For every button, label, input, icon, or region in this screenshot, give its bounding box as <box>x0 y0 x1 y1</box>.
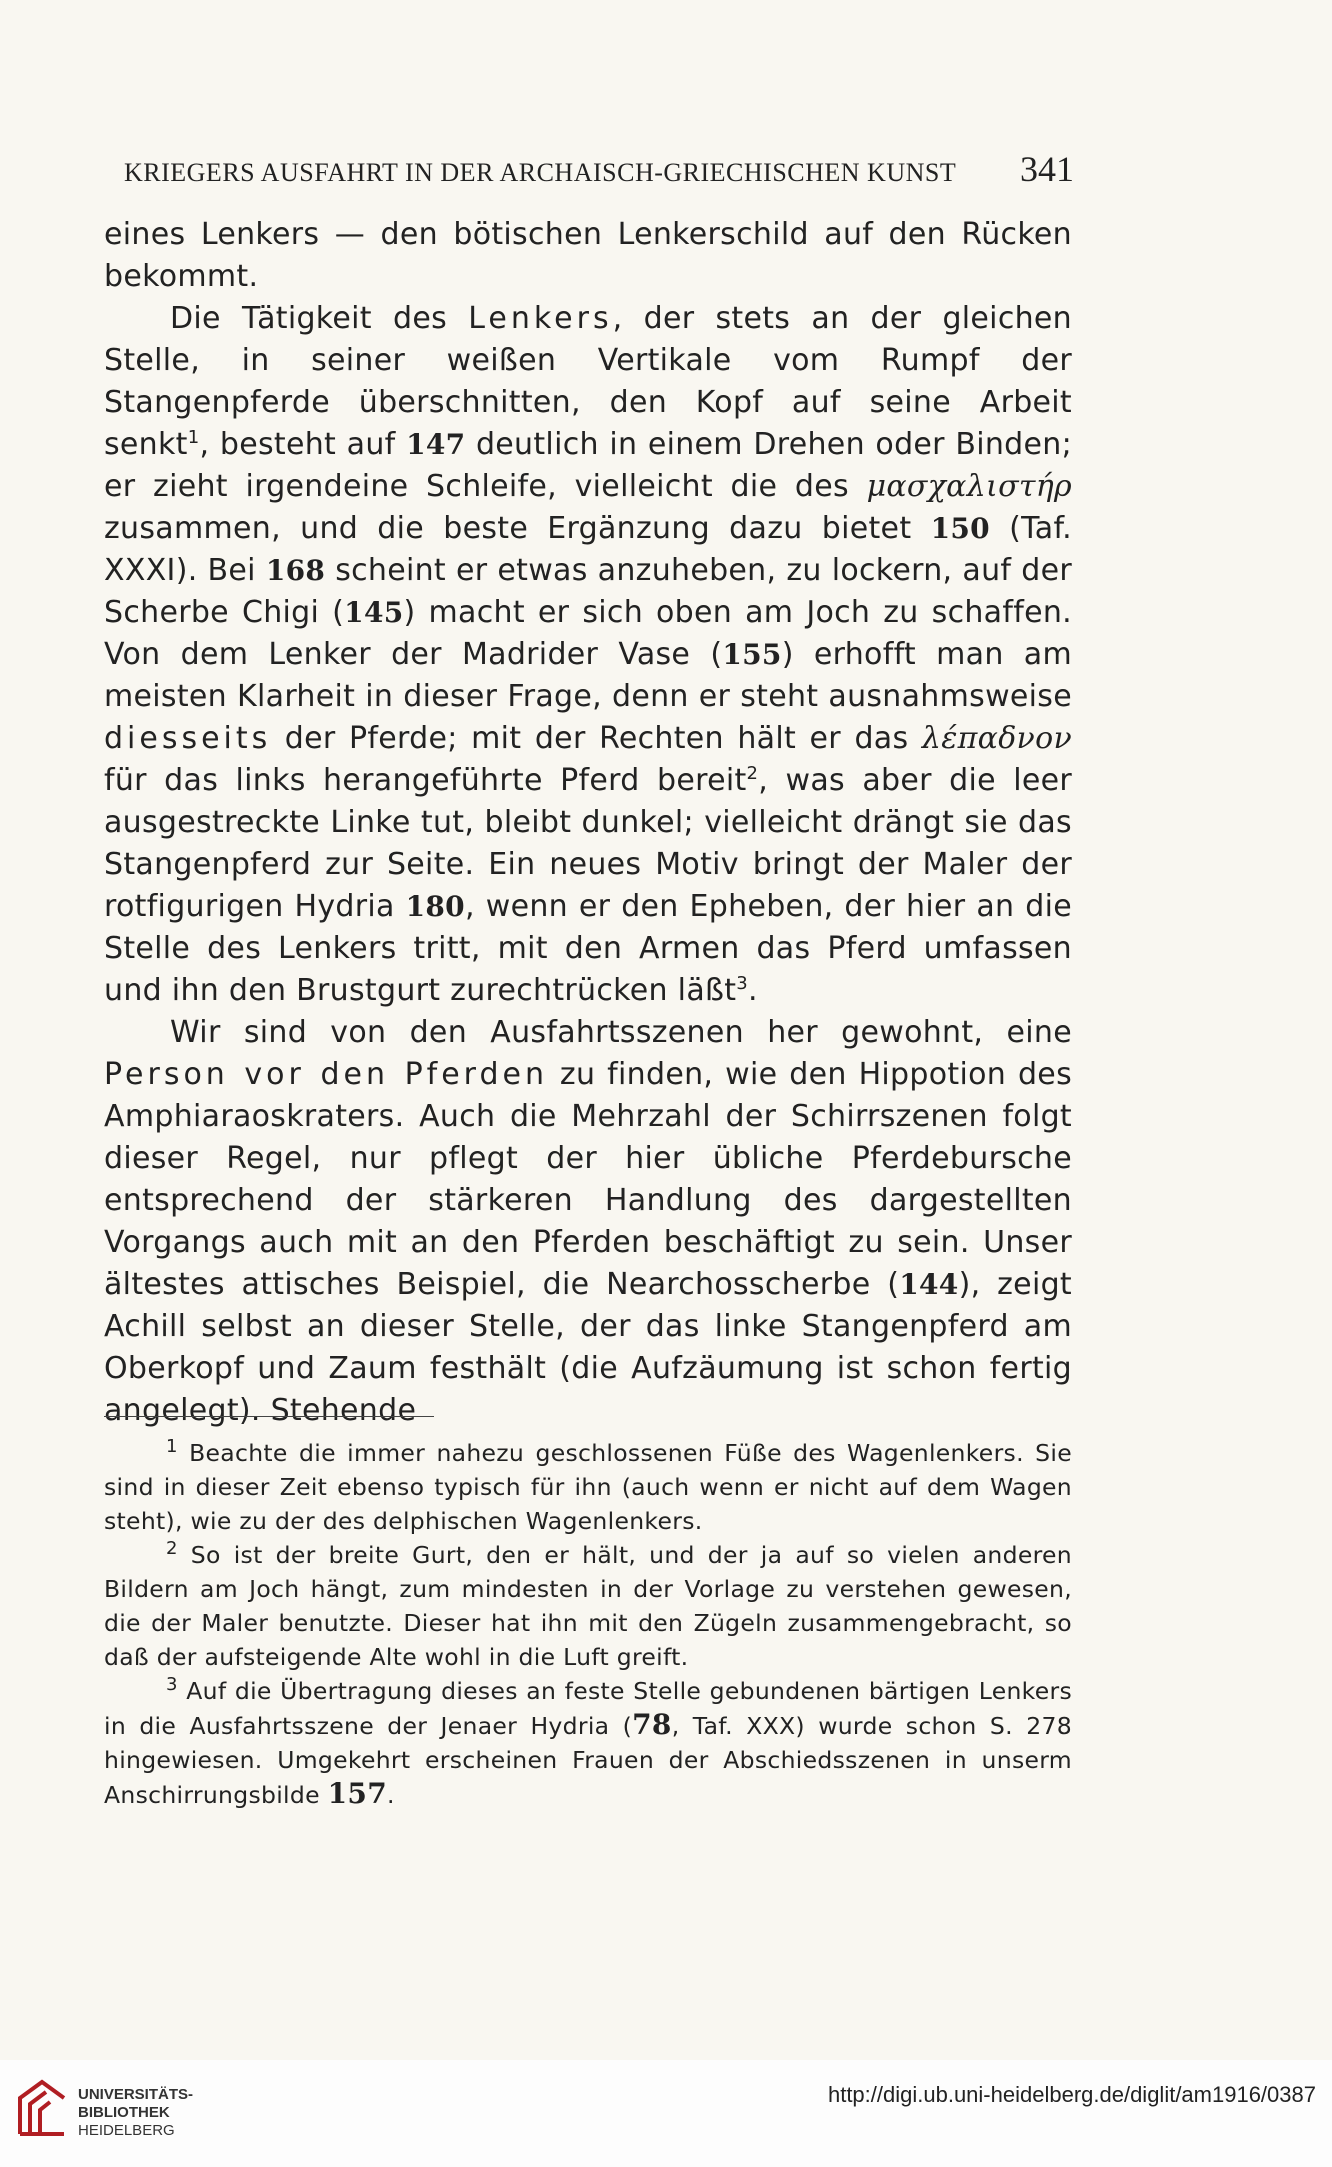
text-run: zusammen, und die beste Ergänzung dazu bietet <box>104 511 931 546</box>
figure-number: 150 <box>930 512 990 545</box>
footnote-3 <box>104 1674 1072 1812</box>
footnotes <box>104 1436 1072 1812</box>
text-run: ) macht er sich oben am Joch zu schaffen. Von dem Lenker der Madrider Vase ( <box>104 595 1072 672</box>
footnote-2 <box>104 1538 1072 1674</box>
paragraph-1: eines Lenkers — den bötischen Lenkerschild auf den Rücken bekommt. <box>104 217 1072 294</box>
text-run: der Pferde; mit der Rechten hält er das <box>271 721 922 756</box>
figure-number: 147 <box>406 428 466 461</box>
figure-number: 144 <box>899 1268 959 1301</box>
text-run: Die Tätigkeit des <box>170 301 469 336</box>
footnote-text: Auf die Übertragung dieses an feste Stelle gebundenen bärtigen Lenkers in die Ausfahrtsszene der Jenaer Hydria ( <box>104 1677 1072 1740</box>
text-run: , besteht auf <box>199 427 407 462</box>
figure-number: 145 <box>344 596 404 629</box>
logo-line: BIBLIOTHEK <box>78 2104 170 2121</box>
text-run: . <box>748 973 758 1008</box>
footnote-mark: 3 <box>166 1674 178 1696</box>
text-run: , der stets an der gleichen Stelle, in seiner weißen Vertikale vom Rumpf der Stangenpferde überschnitten, den Kopf auf seine Arbeit senkt <box>104 301 1072 462</box>
figure-number: 157 <box>327 1777 387 1810</box>
text-run: zu finden, wie den Hippotion des Amphiaraoskraters. Auch die Mehrzahl der Schirrszenen folgt dieser Regel, nur pflegt der hier übliche Pferdebursche entsprechend der stärkeren Handlung des dargestellten Vorgangs auch mit an den Pferden beschäftigt zu sein. Unser ältestes attisches Beispiel, die Nearchosscherbe ( <box>104 1057 1072 1302</box>
text-run: , wenn er den Epheben, der hier an die Stelle des Lenkers tritt, mit den Armen das Pferd umfassen und ihn den Brustgurt zurechtrücken läßt <box>104 889 1072 1008</box>
footnote-ref-2[interactable]: 2 <box>746 763 759 784</box>
spaced-emphasis: Person vor den Pferden <box>104 1057 548 1092</box>
permalink-url[interactable]: http://digi.ub.uni-heidelberg.de/diglit/am1916/0387 <box>827 2082 1316 2107</box>
text-run: scheint er etwas anzuheben, zu lockern, auf der Scherbe Chigi ( <box>104 553 1072 630</box>
library-logo-icon[interactable] <box>14 2076 70 2140</box>
footnote-mark: 1 <box>166 1436 178 1458</box>
text-run: , was aber die leer ausgestreckte Linke tut, bleibt dunkel; vielleicht drängt sie das Stangenpferd zur Seite. Ein neues Motiv bringt der Maler der rotfigurigen Hydria <box>104 763 1072 924</box>
footnote-mark: 2 <box>166 1538 178 1560</box>
paragraph-2 <box>104 298 1072 1012</box>
logo-line: HEIDELBERG <box>78 2122 175 2139</box>
text-run: (Taf. XXXI). Bei <box>104 511 1072 588</box>
figure-number: 168 <box>265 554 326 587</box>
greek-term: λέπαδνον <box>921 721 1072 756</box>
footnote-text: . <box>387 1781 395 1809</box>
figure-number: 78 <box>632 1708 672 1741</box>
text-run: Wir sind von den Ausfahrtsszenen her gewohnt, eine <box>170 1015 1072 1050</box>
figure-number: 155 <box>722 638 782 671</box>
footer-bar <box>0 2060 1332 2167</box>
text-run: ) erhofft man am meisten Klarheit in dieser Frage, denn er steht ausnahmsweise <box>104 637 1072 714</box>
text-run: deutlich in einem Drehen oder Binden; er zieht irgendeine Schleife, vielleicht die des <box>104 427 1072 504</box>
footnote-text: Beachte die immer nahezu geschlossenen Füße des Wagenlenkers. Sie sind in dieser Zeit ebenso typisch für ihn (auch wenn er nicht auf dem Wagen steht), wie zu der des delphischen Wagenlenkers. <box>104 1439 1072 1535</box>
logo-line: UNIVERSITÄTS- <box>78 2086 194 2103</box>
footnote-1 <box>104 1436 1072 1538</box>
main-text <box>104 214 1072 1432</box>
spaced-emphasis: diesseits <box>104 721 272 756</box>
text-run: ), zeigt Achill selbst an dieser Stelle, der das linke Stangenpferd am Oberkopf und Zaum festhält (die Aufzäumung ist schon fertig angelegt). Stehende <box>104 1267 1072 1428</box>
running-title: KRIEGERS AUSFAHRT IN DER ARCHAISCH-GRIECHISCHEN KUNST <box>124 158 957 187</box>
footnote-text: , Taf. XXX) wurde schon S. 278 hingewiesen. Umgekehrt erscheinen Frauen der Abschiedsszenen in unserm Anschirrungsbilde <box>104 1712 1072 1809</box>
footnote-ref-3[interactable]: 3 <box>736 973 749 994</box>
spaced-emphasis: Lenkers <box>468 301 613 336</box>
running-head <box>124 148 1074 190</box>
footnote-text: So ist der breite Gurt, den er hält, und der ja auf so vielen anderen Bildern am Joch hängt, zum mindesten in der Vorlage zu verstehen gewesen, die der Maler benutzte. Dieser hat ihn mit den Zügeln zusammengebracht, so daß der aufsteigende Alte wohl in die Luft greift. <box>104 1541 1072 1671</box>
library-logo-text <box>78 2086 193 2140</box>
footnote-divider <box>104 1416 434 1417</box>
page-number: 341 <box>1020 149 1074 189</box>
text-run: für das links herangeführte Pferd bereit <box>104 763 747 798</box>
paragraph-3 <box>104 1012 1072 1432</box>
figure-number: 180 <box>405 890 465 923</box>
footnote-ref-1[interactable]: 1 <box>187 427 200 448</box>
greek-term: μασχαλιστήρ <box>866 469 1072 504</box>
